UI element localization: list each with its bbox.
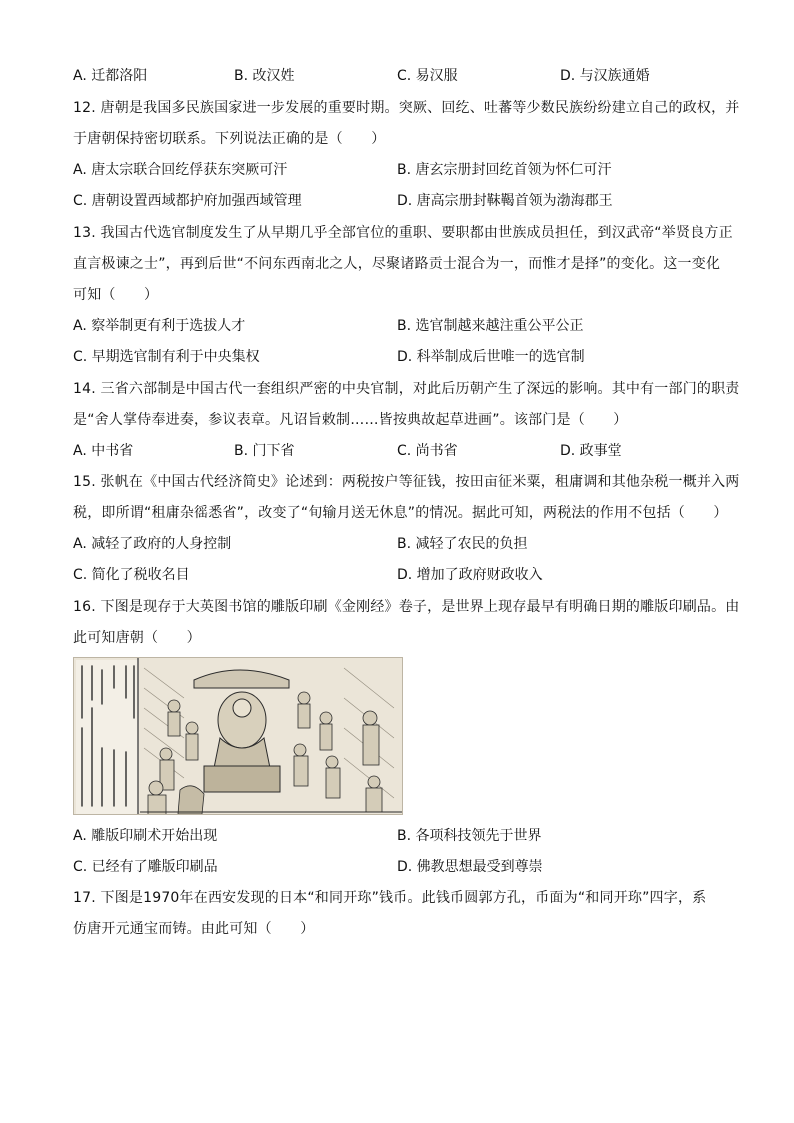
q15-stem-line-2: 税，即所谓“租庸杂徭悉省”，改变了“旬输月送无休息”的情况。据此可知，两税法的作用不包括（ ） (73, 505, 728, 521)
q11-option-b[interactable]: B. 改汉姓 (234, 68, 295, 84)
q11-option-d[interactable]: D. 与汉族通婚 (560, 68, 650, 84)
q11-option-a[interactable]: A. 迁都洛阳 (73, 68, 148, 84)
q13-option-c[interactable]: C. 早期选官制有利于中央集权 (73, 349, 260, 365)
q15-option-a[interactable]: A. 减轻了政府的人身控制 (73, 536, 232, 552)
q16-option-b[interactable]: B. 各项科技领先于世界 (397, 828, 542, 844)
q12-option-d[interactable]: D. 唐高宗册封靺鞨首领为渤海郡王 (397, 193, 613, 209)
q16-stem-line-1: 16. 下图是现存于大英图书馆的雕版印刷《金刚经》卷子，是世界上现存最早有明确日期的雕版印刷品。由 (73, 599, 740, 615)
q13-option-b[interactable]: B. 选官制越来越注重公平公正 (397, 318, 584, 334)
q12-option-c[interactable]: C. 唐朝设置西域都护府加强西域管理 (73, 193, 302, 209)
diamond-sutra-print-image (73, 657, 403, 815)
q13-option-d[interactable]: D. 科举制成后世唯一的选官制 (397, 349, 585, 365)
q15-option-b[interactable]: B. 减轻了农民的负担 (397, 536, 528, 552)
q14-stem-line-1: 14. 三省六部制是中国古代一套组织严密的中央官制，对此后历朝产生了深远的影响。其中有一部门的职责 (73, 381, 740, 397)
q14-option-c[interactable]: C. 尚书省 (397, 443, 458, 459)
q12-option-a[interactable]: A. 唐太宗联合回纥俘获东突厥可汗 (73, 162, 288, 178)
diamond-sutra-illustration (74, 658, 403, 815)
q16-option-a[interactable]: A. 雕版印刷术开始出现 (73, 828, 218, 844)
q12-option-b[interactable]: B. 唐玄宗册封回纥首领为怀仁可汗 (397, 162, 612, 178)
q14-option-d[interactable]: D. 政事堂 (560, 443, 622, 459)
q14-option-b[interactable]: B. 门下省 (234, 443, 295, 459)
q15-option-c[interactable]: C. 简化了税收名目 (73, 567, 190, 583)
q11-option-c[interactable]: C. 易汉服 (397, 68, 458, 84)
q12-stem-line-2: 于唐朝保持密切联系。下列说法正确的是（ ） (73, 131, 386, 147)
q16-option-d[interactable]: D. 佛教思想最受到尊崇 (397, 859, 543, 875)
q14-stem-line-2: 是“舍人掌侍奉进奏，参议表章。凡诏旨敕制……皆按典故起草进画”。该部门是（ ） (73, 412, 628, 428)
q13-stem-line-3: 可知（ ） (73, 287, 159, 303)
q16-stem-line-2: 此可知唐朝（ ） (73, 630, 201, 646)
q14-option-a[interactable]: A. 中书省 (73, 443, 134, 459)
q12-stem-line-1: 12. 唐朝是我国多民族国家进一步发展的重要时期。突厥、回纥、吐蕃等少数民族纷纷建立自己的政权，并 (73, 100, 740, 116)
q13-stem-line-1: 13. 我国古代选官制度发生了从早期几乎全部官位的重职、要职都由世族成员担任，到汉武帝“举贤良方正 (73, 225, 733, 241)
q15-stem-line-1: 15. 张帆在《中国古代经济简史》论述到：两税按户等征钱，按田亩征米粟，租庸调和其他杂税一概并入两 (73, 474, 740, 490)
q13-stem-line-2: 直言极谏之士”，再到后世“不问东西南北之人，尽聚诸路贡士混合为一，而惟才是择”的变化。这一变化 (73, 256, 721, 272)
q17-stem-line-2: 仿唐开元通宝而铸。由此可知（ ） (73, 921, 315, 937)
q13-option-a[interactable]: A. 察举制更有利于选拔人才 (73, 318, 246, 334)
q15-option-d[interactable]: D. 增加了政府财政收入 (397, 567, 543, 583)
q17-stem-line-1: 17. 下图是1970年在西安发现的日本“和同开珎”钱币。此钱币圆郭方孔，币面为“和同开珎”四字，系 (73, 890, 707, 906)
q16-option-c[interactable]: C. 已经有了雕版印刷品 (73, 859, 218, 875)
